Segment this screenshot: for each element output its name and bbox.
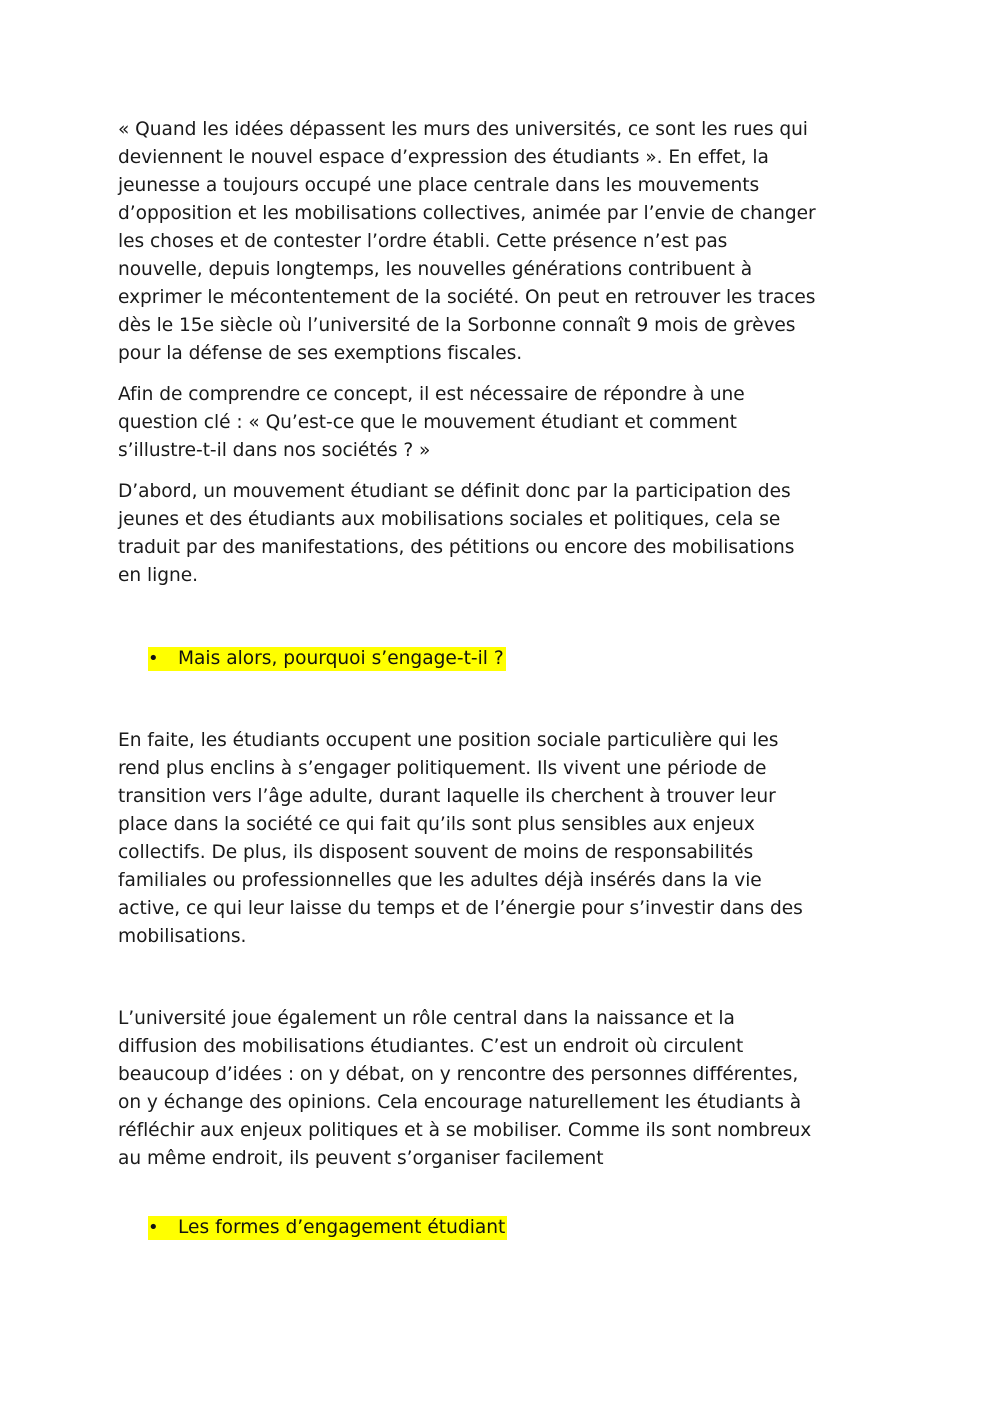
text-line: mobilisations. (118, 926, 247, 947)
bullet-icon: • (148, 648, 159, 669)
text-line: beaucoup d’idées : on y débat, on y rencontre des personnes différentes, (118, 1064, 799, 1085)
text-line: « Quand les idées dépassent les murs des universités, ce sont les rues qui (118, 119, 808, 140)
text-line: rend plus enclins à s’engager politiquement. Ils vivent une période de (118, 758, 767, 779)
text-line: nouvelle, depuis longtemps, les nouvelles générations contribuent à (118, 259, 753, 280)
text-line: collectifs. De plus, ils disposent souvent de moins de responsabilités (118, 842, 754, 863)
university-role-paragraph (118, 1005, 878, 1173)
text-line: en ligne. (118, 565, 198, 586)
text-line: Afin de comprendre ce concept, il est nécessaire de répondre à une (118, 384, 745, 405)
text-line: En faite, les étudiants occupent une position sociale particulière qui les (118, 730, 779, 751)
text-line: s’illustre-t-il dans nos sociétés ? » (118, 440, 431, 461)
text-line: jeunesse a toujours occupé une place centrale dans les mouvements (118, 175, 760, 196)
highlighted-heading (148, 1216, 507, 1240)
bullet-text: Les formes d’engagement étudiant (178, 1217, 506, 1238)
text-line: diffusion des mobilisations étudiantes. C’est un endroit où circulent (118, 1036, 744, 1057)
intro-paragraph (118, 116, 878, 368)
bullet-heading-why-engage (148, 645, 506, 673)
text-line: active, ce qui leur laisse du temps et de l’énergie pour s’investir dans des (118, 898, 803, 919)
text-line: d’opposition et les mobilisations collectives, animée par l’envie de changer (118, 203, 816, 224)
text-line: place dans la société ce qui fait qu’ils sont plus sensibles aux enjeux (118, 814, 755, 835)
text-line: les choses et de contester l’ordre établi. Cette présence n’est pas (118, 231, 728, 252)
text-line: on y échange des opinions. Cela encourage naturellement les étudiants à (118, 1092, 802, 1113)
highlighted-heading (148, 647, 506, 671)
text-line: D’abord, un mouvement étudiant se définit donc par la participation des (118, 481, 791, 502)
text-line: réfléchir aux enjeux politiques et à se mobiliser. Comme ils sont nombreux (118, 1120, 812, 1141)
text-line: traduit par des manifestations, des pétitions ou encore des mobilisations (118, 537, 795, 558)
reasons-paragraph (118, 727, 878, 951)
question-paragraph (118, 381, 878, 465)
text-line: transition vers l’âge adulte, durant laquelle ils cherchent à trouver leur (118, 786, 776, 807)
definition-paragraph (118, 478, 878, 590)
text-line: jeunes et des étudiants aux mobilisations sociales et politiques, cela se (118, 509, 781, 530)
text-line: familiales ou professionnelles que les adultes déjà insérés dans la vie (118, 870, 762, 891)
text-line: pour la défense de ses exemptions fiscales. (118, 343, 523, 364)
text-line: exprimer le mécontentement de la société. On peut en retrouver les traces (118, 287, 816, 308)
bullet-text: Mais alors, pourquoi s’engage-t-il ? (178, 648, 504, 669)
bullet-icon: • (148, 1217, 159, 1238)
text-line: deviennent le nouvel espace d’expression des étudiants ». En effet, la (118, 147, 769, 168)
text-line: au même endroit, ils peuvent s’organiser facilement (118, 1148, 604, 1169)
text-line: L’université joue également un rôle central dans la naissance et la (118, 1008, 735, 1029)
text-line: question clé : « Qu’est-ce que le mouvement étudiant et comment (118, 412, 737, 433)
bullet-heading-forms-of-engagement (148, 1214, 507, 1242)
text-line: dès le 15e siècle où l’université de la Sorbonne connaît 9 mois de grèves (118, 315, 796, 336)
